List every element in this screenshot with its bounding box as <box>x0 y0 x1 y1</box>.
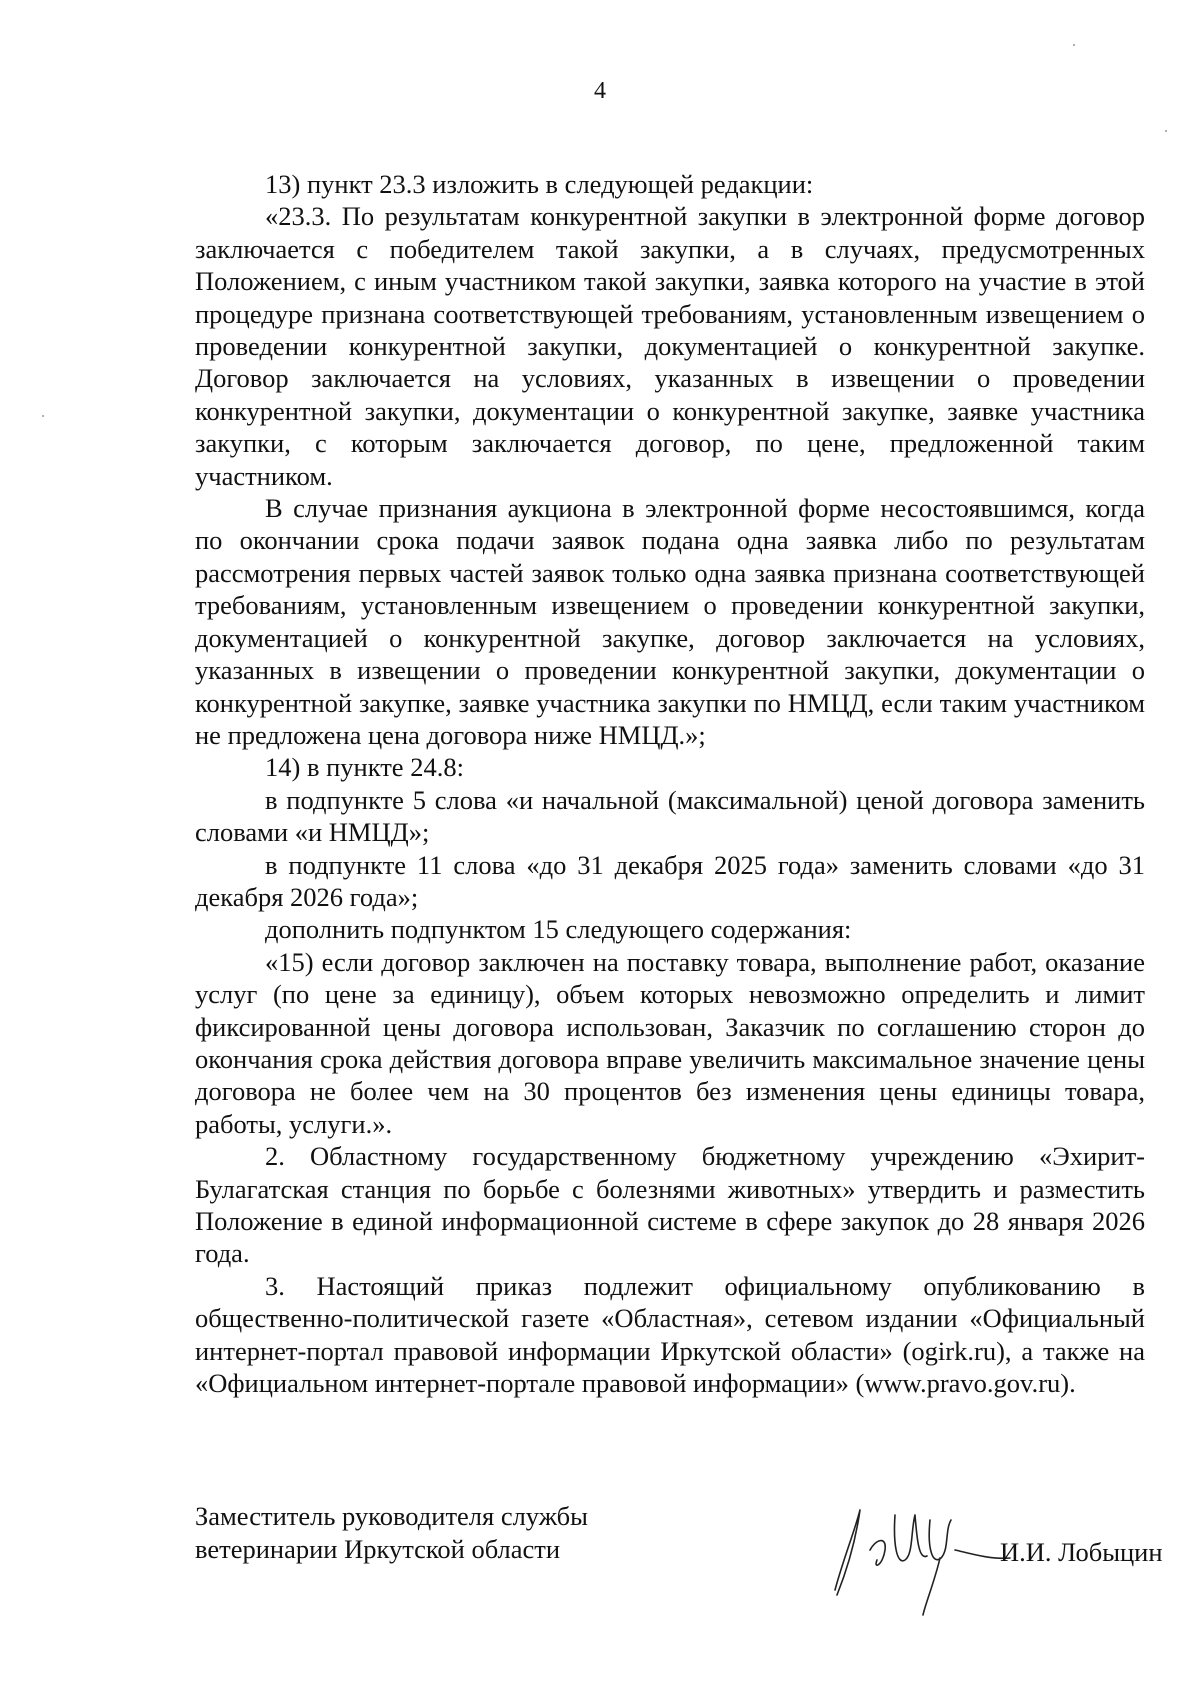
paragraph-item-14: 14) в пункте 24.8: <box>265 752 464 783</box>
paragraph-add-subitem-15: дополнить подпунктом 15 следующего содержания: <box>265 914 852 945</box>
handwritten-signature <box>815 1490 1015 1620</box>
signatory-position-line-2: ветеринарии Иркутской области <box>195 1534 561 1564</box>
paragraph-item-13: 13) пункт 23.3 изложить в следующей редакции: <box>265 169 814 199</box>
scan-speck <box>42 415 44 417</box>
paragraph-auction-case: В случае признания аукциона в электронной форме несостоявшимся, когда по окончании срока подачи заявок подана одна заявка либо по результатам рассмотрения первых частей заявок только одна заявка признана соответствующей требованиям, установленным извещением о проведении конкурентной закупки, документацией о конкурентной закупке, договор заключается на условиях, указанных в извещении о проведении конкурентной закупки, документации о конкурентной закупке, заявке участника закупки по НМЦД, если таким участником не предложена цена договора ниже НМЦД.»; <box>195 493 1145 750</box>
paragraph-subitem-5: в подпункте 5 слова «и начальной (максимальной) ценой договора заменить словами «и НМЦД»; <box>195 784 1145 848</box>
signatory-position-line-1: Заместитель руководителя службы <box>195 1501 588 1531</box>
paragraph-point-3: 3. Настоящий приказ подлежит официальному опубликованию в общественно-политической газете «Областная», сетевом издании «Официальный интернет-портал правовой информации Иркутской области» (ogirk.ru), а также на «Официальном интернет-портале правовой информации» (www.pravo.gov.ru). <box>195 1270 1145 1399</box>
document-body <box>195 168 1145 1399</box>
scan-speck <box>1073 44 1075 46</box>
paragraph-subitem-11: в подпункте 11 слова «до 31 декабря 2025 года» заменить словами «до 31 декабря 2026 года»; <box>195 849 1145 912</box>
paragraph-clause-23-3: «23.3. По результатам конкурентной закупки в электронной форме договор заключается с победителем такой закупки, а в случаях, предусмотренных Положением, с иным участником такой закупки, заявка которого на участие в этой процедуре признана соответствующей требованиям, установленным извещением о проведении конкурентной закупки, документацией о конкурентной закупке. Договор заключается на условиях, указанных в извещении о проведении конкурентной закупки, документации о конкурентной закупке, заявке участника закупки, с которым заключается договор, по цене, предложенной таким участником. <box>195 201 1145 491</box>
signatory-position <box>195 1500 588 1566</box>
page-number: 4 <box>594 78 606 104</box>
signatory-name: И.И. Лобыцин <box>1000 1537 1163 1567</box>
scan-speck <box>1165 130 1167 132</box>
paragraph-point-2: 2. Областному государственному бюджетному учреждению «Эхирит-Булагатская станция по борьбе с болезнями животных» утвердить и разместить Положение в единой информационной системе в сфере закупок до 28 января 2026 года. <box>195 1141 1145 1269</box>
paragraph-subitem-15-text: «15) если договор заключен на поставку товара, выполнение работ, оказание услуг (по цене за единицу), объем которых невозможно определить и лимит фиксированной цены договора использован, Заказчик по соглашению сторон до окончания срока действия договора вправе увеличить максимальное значение цены договора не более чем на 30 процентов без изменения цены единицы товара, работы, услуги.». <box>195 946 1145 1139</box>
